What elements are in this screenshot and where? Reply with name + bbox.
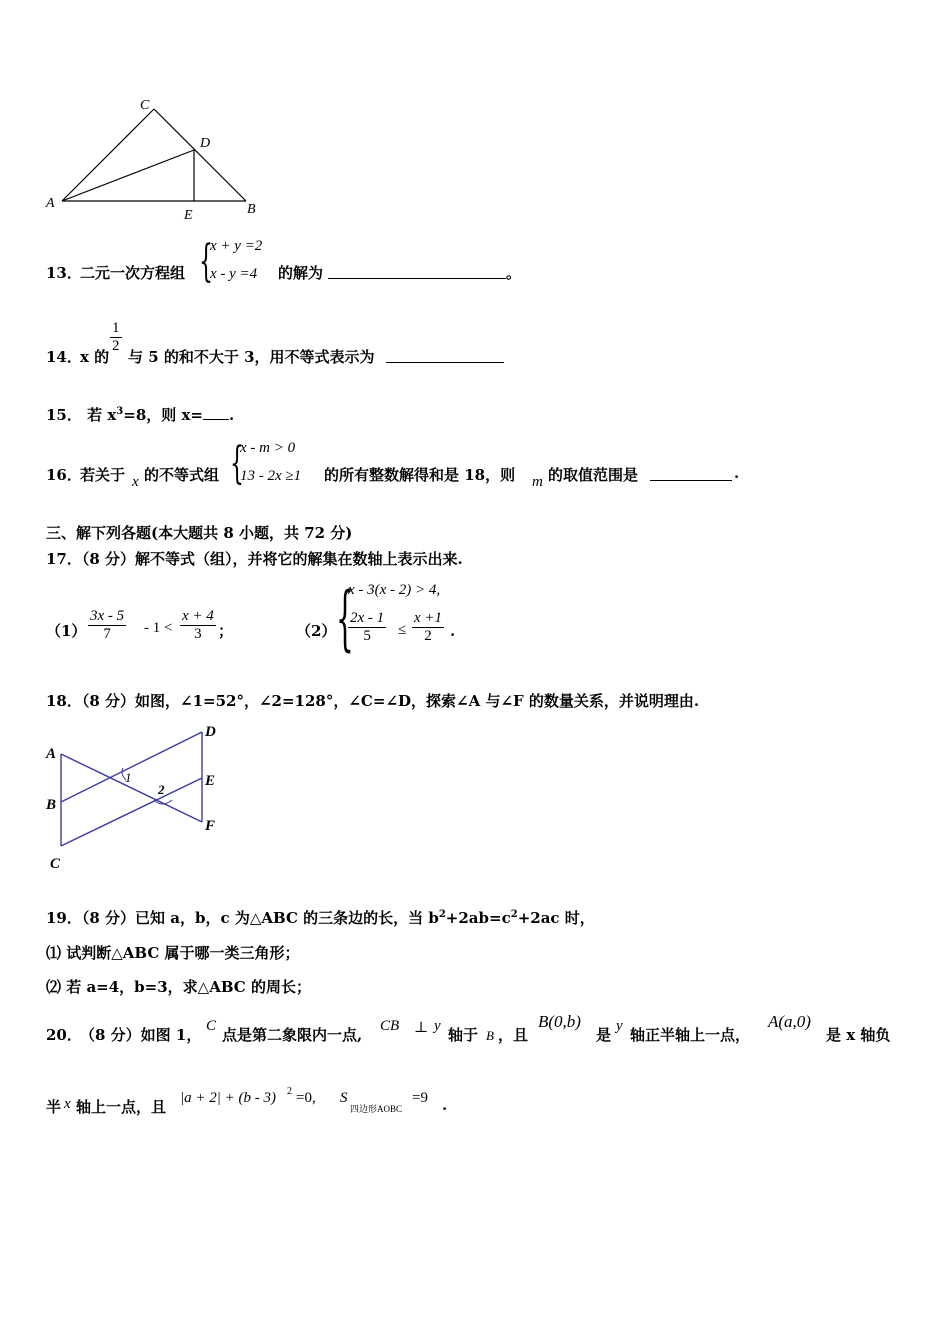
q15-lead: 若 x	[87, 406, 117, 424]
q20-t7: 是 x 轴负	[826, 1026, 891, 1044]
q17-p1-frac1	[88, 608, 126, 643]
q16-tail: 的取值范围是	[548, 466, 639, 484]
q16-brace: {	[230, 438, 244, 489]
q17-p1-frac2-num: x + 4	[182, 608, 214, 624]
q19-text-b: +2ab=c	[445, 909, 511, 927]
q20-b1: B	[486, 1028, 494, 1043]
q20-y1: y	[434, 1018, 441, 1034]
label-c: C	[140, 98, 150, 113]
q20-x1: x	[64, 1096, 71, 1112]
label-b: B	[46, 797, 57, 813]
q16-mid1: 的不等式组	[144, 466, 220, 484]
q14-fraction	[110, 320, 122, 355]
label-b: B	[247, 202, 256, 217]
q18-number: 18．	[46, 692, 82, 710]
segment-ad	[62, 150, 194, 201]
q16-var-m: m	[532, 474, 543, 490]
q16-var-x: x	[132, 474, 139, 490]
q17-p2-frac1	[348, 610, 386, 645]
q17-p2-label: （2）	[296, 622, 337, 640]
q17-p1-label: （1）	[46, 622, 87, 640]
q17-text: （8 分）解不等式（组），并将它的解集在数轴上表示出来.	[81, 550, 463, 568]
q17-p2-frac1-num: 2x - 1	[350, 610, 385, 626]
q19-part-2: ⑵ 若 a=4，b=3，求△ABC 的周长；	[46, 978, 311, 996]
segment-cb	[154, 109, 246, 201]
q20-t3: 轴于	[448, 1026, 479, 1044]
q20-t5: 是	[596, 1026, 612, 1044]
question-18	[46, 690, 699, 711]
label-c: C	[50, 856, 61, 872]
q20-t6: 轴正半轴上一点，	[630, 1026, 751, 1044]
q20-c: C	[206, 1018, 217, 1034]
q15-end: .	[229, 406, 235, 424]
question-15	[46, 404, 234, 425]
q14-answer-blank	[386, 348, 504, 363]
q13-eq1: x + y =2	[210, 238, 263, 254]
question-17	[46, 548, 463, 569]
q13-number: 13．	[46, 264, 82, 282]
q17-number: 17．	[46, 550, 82, 568]
q14-lead: x 的	[80, 348, 110, 366]
q17-p2-line1: x - 3(x - 2) > 4,	[348, 582, 441, 598]
q20-s-sub: 四边形AOBC	[350, 1104, 403, 1114]
q20-s-val: =9	[412, 1090, 428, 1106]
q20-end: .	[442, 1096, 448, 1114]
q17-p1-end: ；	[218, 622, 234, 640]
section-3-heading: 三、解下列各题(本大题共 8 小题，共 72 分)	[46, 524, 353, 542]
q20-t4: ，且	[498, 1026, 529, 1044]
q17-p1-frac2-den: 3	[180, 625, 216, 643]
q15-answer-blank	[203, 405, 229, 420]
label-a: A	[46, 196, 55, 211]
q20-line2-a: 半	[46, 1098, 62, 1116]
segment-ac	[62, 109, 154, 201]
q13-answer-blank	[328, 264, 506, 279]
q15-mid: =8，则 x=	[123, 406, 203, 424]
q14-frac-num: 1	[112, 320, 120, 336]
q20-acoord: A(a,0)	[768, 1012, 811, 1031]
q15-sup: 3	[116, 406, 124, 417]
q20-y2: y	[616, 1018, 623, 1034]
q17-p1-frac1-den: 7	[88, 625, 126, 643]
q20-bcoord: B(0,b)	[538, 1012, 581, 1031]
q14-tail: 与 5 的和不大于 3，用不等式表示为	[128, 348, 375, 366]
question-19	[46, 907, 595, 928]
question-20	[46, 1012, 906, 1048]
q13-tail: 的解为	[278, 264, 324, 282]
q17-p1-mid: - 1 <	[144, 620, 173, 636]
q19-text-c: +2ac 时，	[517, 909, 595, 927]
q20-number: 20．	[46, 1026, 82, 1044]
segment-bd	[61, 732, 202, 802]
q17-p1-frac1-num: 3x - 5	[90, 608, 125, 624]
q20-s: S	[340, 1090, 348, 1106]
q16-ineq2: 13 - 2x ≥1	[240, 468, 302, 484]
q17-p2-le: ≤	[398, 622, 407, 638]
label-angle-2: 2	[158, 782, 165, 797]
label-a: A	[46, 746, 57, 762]
q19-part-1: ⑴ 试判断△ABC 属于哪一类三角形；	[46, 944, 300, 962]
q15-number: 15．	[46, 406, 82, 424]
q19-number: 19．	[46, 909, 82, 927]
q16-number: 16．	[46, 466, 82, 484]
q17-p2-frac1-den: 5	[348, 627, 386, 645]
q16-answer-blank	[650, 466, 732, 481]
label-e: E	[184, 208, 193, 223]
label-angle-1: 1	[125, 770, 132, 785]
q20-line2-b: 轴上一点，且	[76, 1098, 167, 1116]
q16-mid2: 的所有整数解得和是 18，则	[324, 466, 516, 484]
q20-equation: |a + 2| + (b - 3)	[180, 1090, 276, 1106]
q13-lead: 二元一次方程组	[80, 264, 186, 282]
label-e: E	[205, 773, 216, 789]
q17-p2-frac2	[412, 610, 444, 645]
q20-eq2: =0,	[296, 1090, 316, 1106]
q17-p2-end: .	[450, 622, 456, 640]
q16-ineq1: x - m > 0	[240, 440, 296, 456]
q17-p1-frac2	[180, 608, 216, 643]
q17-p2-frac2-num: x +1	[414, 610, 443, 626]
q19-sup1: 2	[438, 909, 446, 920]
q20-line-2	[46, 1086, 646, 1122]
q18-text: （8 分）如图，∠1=52°，∠2=128°，∠C=∠D，探索∠A 与∠F 的数量关系，并说明理由.	[81, 692, 700, 710]
q14-number: 14．	[46, 348, 82, 366]
q20-perp: ⊥	[414, 1020, 429, 1036]
q16-lead: 若关于	[80, 466, 126, 484]
q20-cb: CB	[380, 1018, 400, 1034]
parallel-lines-figure	[40, 720, 230, 880]
q19-sup2: 2	[510, 909, 518, 920]
label-d: D	[200, 136, 211, 151]
q17-p2-frac2-den: 2	[412, 627, 444, 645]
q17-p2-brace: {	[336, 577, 354, 659]
q14-frac-den: 2	[112, 338, 120, 354]
q13-eq2: x - y =4	[210, 266, 258, 282]
triangle-figure	[40, 95, 270, 225]
q16-end: .	[734, 464, 740, 482]
label-d: D	[205, 724, 216, 740]
q20-t1: （8 分）如图 1，	[80, 1026, 202, 1044]
q13-end: 。	[506, 264, 522, 282]
q20-t2: 点是第二象限内一点,	[222, 1026, 363, 1044]
q19-text-a: （8 分）已知 a，b，c 为△ABC 的三条边的长，当 b	[81, 909, 439, 927]
q20-eq-sup: 2	[287, 1086, 292, 1097]
q13-brace: {	[199, 236, 213, 287]
label-f: F	[205, 818, 216, 834]
